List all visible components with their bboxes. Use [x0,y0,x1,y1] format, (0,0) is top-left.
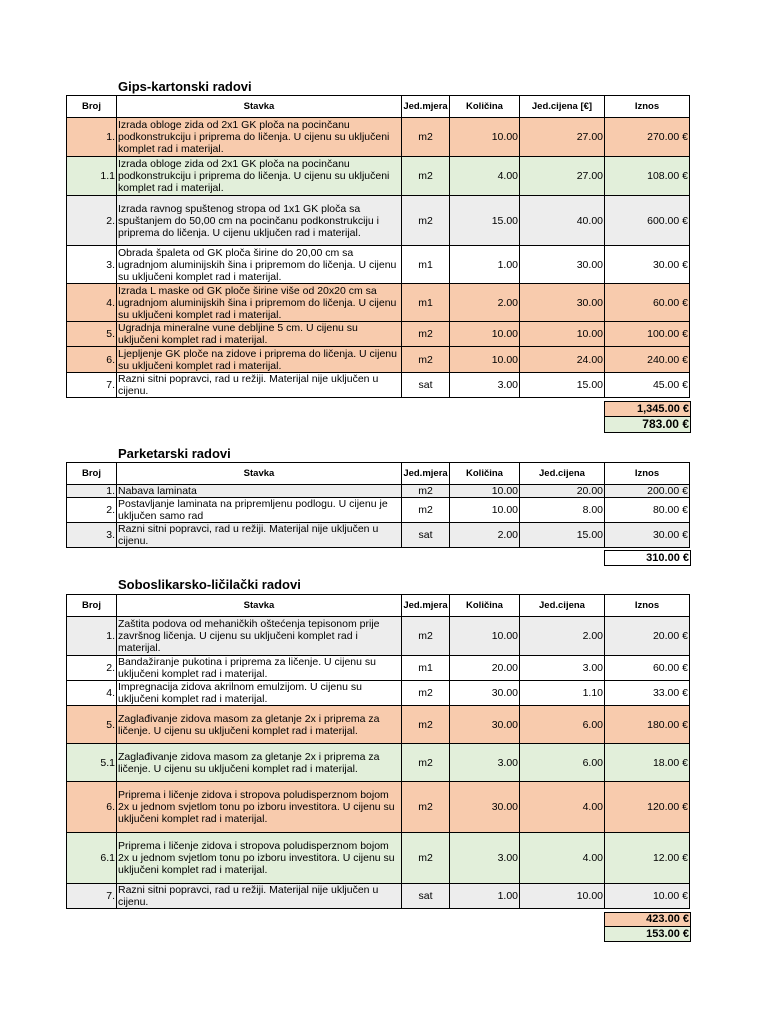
cell-iznos: 60.00 € [605,284,690,322]
cell-jed-cijena: 30.00 [520,284,605,322]
table-body [67,485,690,548]
header-kolicina: Količina [450,463,520,485]
cell-jed-cijena: 15.00 [520,373,605,398]
table-row [67,706,690,744]
header-jed-cijena: Jed.cijena [520,463,605,485]
items-table [66,462,690,548]
cell-jed-cijena: 1.10 [520,681,605,706]
cell-broj: 1. [67,617,117,656]
cell-kolicina: 4.00 [450,157,520,196]
table-row [67,523,690,548]
cell-kolicina: 2.00 [450,284,520,322]
cell-jed-cijena: 40.00 [520,196,605,246]
cell-iznos: 108.00 € [605,157,690,196]
cell-jed-cijena: 27.00 [520,157,605,196]
cell-kolicina: 10.00 [450,617,520,656]
cell-jed-cijena: 24.00 [520,347,605,373]
header-stavka: Stavka [117,463,402,485]
cell-iznos: 60.00 € [605,656,690,681]
cell-iznos: 100.00 € [605,322,690,347]
cell-kolicina: 3.00 [450,373,520,398]
cell-jed-cijena: 8.00 [520,498,605,523]
table-row [67,656,690,681]
cell-kolicina: 30.00 [450,706,520,744]
cell-jed-mjera: m2 [402,744,450,782]
table-row [67,284,690,322]
cell-jed-mjera: m2 [402,157,450,196]
cell-broj: 2. [67,656,117,681]
header-iznos: Iznos [605,96,690,118]
cell-jed-cijena: 10.00 [520,322,605,347]
header-jed-cijena: Jed.cijena [520,595,605,617]
cell-kolicina: 20.00 [450,656,520,681]
cell-iznos: 12.00 € [605,833,690,884]
cell-iznos: 600.00 € [605,196,690,246]
cell-iznos: 33.00 € [605,681,690,706]
header-iznos: Iznos [605,463,690,485]
cell-stavka: Razni sitni popravci, rad u režiji. Materijal nije uključen u cijenu. [117,884,402,909]
cell-stavka: Obrada špaleta od GK ploča širine do 20,00 cm sa ugradnjom aluminijskih šina i pripremom do ličenja. U cijenu su uključeni komplet rad i materijal. [117,246,402,284]
cell-iznos: 240.00 € [605,347,690,373]
items-table [66,95,690,398]
cell-jed-mjera: m1 [402,656,450,681]
header-broj: Broj [67,463,117,485]
cell-kolicina: 10.00 [450,498,520,523]
cell-stavka: Razni sitni popravci, rad u režiji. Materijal nije uključen u cijenu. [117,373,402,398]
cell-jed-cijena: 2.00 [520,617,605,656]
cell-stavka: Izrada ravnog spuštenog stropa od 1x1 GK ploča sa spuštanjem do 50,00 cm na pocinčanu podkonstrukciju i pripremа do ličenja. U cijenu uključen rad i materijal. [117,196,402,246]
header-jed-mjera: Jed.mjera [402,96,450,118]
cell-jed-mjera: m1 [402,246,450,284]
cell-broj: 1.1 [67,157,117,196]
cell-iznos: 10.00 € [605,884,690,909]
cell-jed-cijena: 30.00 [520,246,605,284]
cell-jed-mjera: m2 [402,118,450,157]
cell-iznos: 45.00 € [605,373,690,398]
header-kolicina: Količina [450,96,520,118]
table-header-row [67,463,690,485]
table-row [67,322,690,347]
cell-jed-mjera: m2 [402,196,450,246]
table-header-row [67,96,690,118]
cell-stavka: Impregnacija zidova akrilnom emulzijom. U cijenu su uključeni komplet rad i materijal. [117,681,402,706]
cell-iznos: 30.00 € [605,523,690,548]
section-title: Parketarski radovi [118,446,231,461]
cell-jed-cijena: 6.00 [520,744,605,782]
items-table [66,594,690,909]
cell-stavka: Zaglađivanje zidova masom za gletanje 2x i priprema za ličenje. U cijenu su uključeni komplet rad i materijal. [117,706,402,744]
cell-broj: 2. [67,196,117,246]
cell-kolicina: 10.00 [450,322,520,347]
cell-jed-cijena: 20.00 [520,485,605,498]
cell-stavka: Nabava laminata [117,485,402,498]
table-row [67,744,690,782]
cell-stavka: Ugradnja mineralne vune debljine 5 cm. U cijenu su uključeni komplet rad i materijal. [117,322,402,347]
cell-jed-mjera: m2 [402,498,450,523]
cell-stavka: Razni sitni popravci, rad u režiji. Materijal nije uključen u cijenu. [117,523,402,548]
cell-jed-mjera: m1 [402,284,450,322]
header-jed-mjera: Jed.mjera [402,463,450,485]
cell-stavka: Zaglađivanje zidova masom za gletanje 2x i priprema za ličenje. U cijenu su uključeni komplet rad i materijal. [117,744,402,782]
cell-kolicina: 10.00 [450,347,520,373]
table-row [67,833,690,884]
section-title: Gips-kartonski radovi [118,79,252,94]
header-jed-cijena: Jed.cijena [€] [520,96,605,118]
cell-iznos: 200.00 € [605,485,690,498]
cell-broj: 5. [67,322,117,347]
cell-stavka: Priprema i ličenje zidova i stropova poludisperznom bojom 2x u jednom svjetlom tonu po izboru investitora. U cijenu su uključeni komplet rad i materijal. [117,833,402,884]
cell-broj: 7. [67,884,117,909]
cell-stavka: Izrada L maske od GK ploče širine više od 20x20 cm sa ugradnjom aluminijskih šina i pripremom do ličenja. U cijenu su uključeni komplet rad i materijal. [117,284,402,322]
cell-jed-cijena: 15.00 [520,523,605,548]
cell-iznos: 120.00 € [605,782,690,833]
table-row [67,485,690,498]
cell-stavka: Izrada obloge zida od 2x1 GK ploča na pocinčanu podkonstrukciju i priprema do ličenja. U cijenu su uključeni komplet rad i materijal. [117,157,402,196]
cell-stavka: Ljepljenje GK ploče na zidove i priprema do ličenja. U cijenu su uključeni komplet rad i materijal. [117,347,402,373]
section-title: Soboslikarsko-ličilački radovi [118,577,301,592]
header-iznos: Iznos [605,595,690,617]
total-cell: 310.00 € [604,550,691,566]
cell-jed-mjera: sat [402,373,450,398]
table-body [67,118,690,398]
table-row [67,196,690,246]
header-stavka: Stavka [117,96,402,118]
cell-kolicina: 3.00 [450,833,520,884]
table-body [67,617,690,909]
cell-broj: 3. [67,523,117,548]
header-broj: Broj [67,96,117,118]
cell-jed-mjera: m2 [402,782,450,833]
cell-stavka: Zaštita podova od mehaničkih oštećenja tepisonom prije završnog ličenja. U cijenu su uključeni komplet rad i materijal. [117,617,402,656]
cell-broj: 6.1 [67,833,117,884]
header-broj: Broj [67,595,117,617]
cell-broj: 5.1 [67,744,117,782]
cell-kolicina: 1.00 [450,884,520,909]
cell-iznos: 18.00 € [605,744,690,782]
header-kolicina: Količina [450,595,520,617]
cell-kolicina: 10.00 [450,485,520,498]
table-row [67,681,690,706]
cell-jed-mjera: sat [402,523,450,548]
cell-broj: 1. [67,118,117,157]
cell-stavka: Postavljanje laminata na pripremljenu podlogu. U cijenu je uključen samo rad [117,498,402,523]
cell-jed-cijena: 4.00 [520,782,605,833]
cell-stavka: Priprema i ličenje zidova i stropova poludisperznom bojom 2x u jednom svjetlom tonu po izboru investitora. U cijenu su uključeni komplet rad i materijal. [117,782,402,833]
cell-jed-cijena: 10.00 [520,884,605,909]
header-stavka: Stavka [117,595,402,617]
table-row [67,782,690,833]
cell-jed-mjera: m2 [402,485,450,498]
table-row [67,373,690,398]
table-row [67,246,690,284]
cell-kolicina: 3.00 [450,744,520,782]
cell-jed-mjera: sat [402,884,450,909]
cell-jed-mjera: m2 [402,706,450,744]
cell-kolicina: 15.00 [450,196,520,246]
cell-broj: 6. [67,782,117,833]
cell-kolicina: 30.00 [450,782,520,833]
cell-broj: 1. [67,485,117,498]
table-row [67,118,690,157]
cell-jed-mjera: m2 [402,322,450,347]
cell-iznos: 270.00 € [605,118,690,157]
cell-iznos: 20.00 € [605,617,690,656]
cell-jed-cijena: 3.00 [520,656,605,681]
cell-stavka: Izrada obloge zida od 2x1 GK ploča na pocinčanu podkonstrukciju i priprema do ličenja. U cijenu su uključeni komplet rad i materijal. [117,118,402,157]
cell-iznos: 180.00 € [605,706,690,744]
cell-broj: 4. [67,284,117,322]
cell-jed-mjera: m2 [402,347,450,373]
table-row [67,617,690,656]
cell-jed-mjera: m2 [402,681,450,706]
cell-broj: 4. [67,681,117,706]
cell-jed-cijena: 4.00 [520,833,605,884]
table-header-row [67,595,690,617]
table-row [67,884,690,909]
total-cell: 153.00 € [604,926,691,942]
total-cell: 1,345.00 € [604,401,691,417]
cell-jed-mjera: m2 [402,617,450,656]
cell-jed-cijena: 27.00 [520,118,605,157]
table-row [67,157,690,196]
cell-jed-mjera: m2 [402,833,450,884]
total-cell: 423.00 € [604,912,691,927]
cell-iznos: 30.00 € [605,246,690,284]
cell-broj: 7. [67,373,117,398]
cell-broj: 5. [67,706,117,744]
cell-iznos: 80.00 € [605,498,690,523]
cell-broj: 2. [67,498,117,523]
cell-stavka: Bandažiranje pukotina i priprema za ličenje. U cijenu su uključeni komplet rad i materijal. [117,656,402,681]
cell-kolicina: 10.00 [450,118,520,157]
cell-broj: 6. [67,347,117,373]
cell-kolicina: 30.00 [450,681,520,706]
table-row [67,347,690,373]
cell-kolicina: 2.00 [450,523,520,548]
header-jed-mjera: Jed.mjera [402,595,450,617]
table-row [67,498,690,523]
cell-kolicina: 1.00 [450,246,520,284]
total-cell: 783.00 € [604,416,691,433]
cell-broj: 3. [67,246,117,284]
cell-jed-cijena: 6.00 [520,706,605,744]
